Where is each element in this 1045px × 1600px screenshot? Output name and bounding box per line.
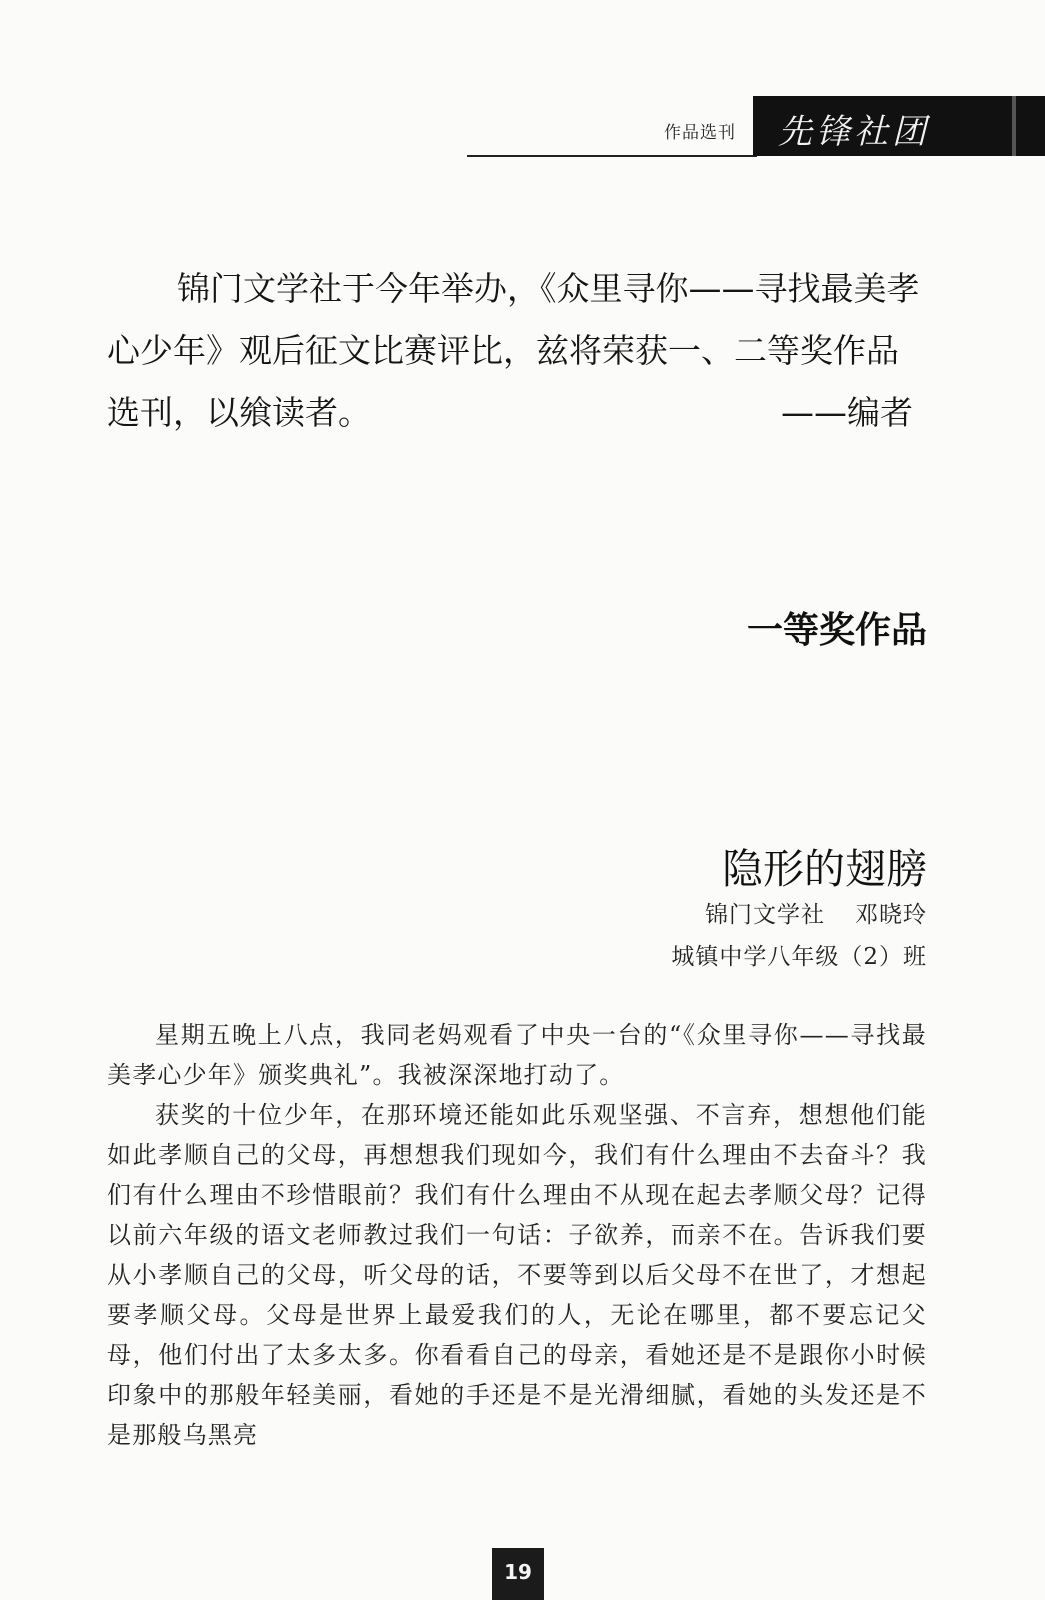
intro-signoff: ——编者 [781, 393, 913, 432]
byline-class: 城镇中学八年级（2）班 [671, 944, 927, 970]
banner-edge [1012, 96, 1016, 156]
editor-intro [107, 258, 927, 444]
byline-club-author [500, 896, 927, 929]
award-heading: 一等奖作品 [746, 610, 927, 651]
paragraph: 获奖的十位少年，在那环境还能如此乐观坚强、不言弃，想想他们能如此孝顺自己的父母，再想想我们现如今，我们有什么理由不去奋斗？我们有什么理由不珍惜眼前？我们有什么理由不从现在起去孝顺父母？记得以前六年级的语文老师教过我们一句话：子欲养，而亲不在。告诉我们要从小孝顺自己的父母，听父母的话，不要等到以后父母不在世了，才想起要孝顺父母。父母是世界上最爱我们的人，无论在哪里，都不要忘记父母，他们付出了太多太多。你看看自己的母亲，看她还是不是跟你小时候印象中的那般年轻美丽，看她的手还是不是光滑细腻，看她的头发还是不是那般乌黑亮 [107, 1101, 927, 1449]
header-rule [467, 155, 757, 157]
intro-text: 锦门文学社于今年举办，《众里寻你——寻找最美孝心少年》观后征文比赛评比，兹将荣获一、二等奖作品选刊，以飨读者。 [107, 269, 920, 432]
page-number: 19 [504, 1560, 532, 1584]
club-name: 锦门文学社 [705, 902, 825, 928]
article-body [107, 1015, 927, 1455]
author-name: 邓晓玲 [855, 902, 927, 928]
column-title: 先锋社团 [778, 112, 930, 152]
section-label: 作品选刊 [664, 123, 736, 143]
article-title: 隐形的翅膀 [722, 845, 927, 893]
paragraph: 星期五晚上八点，我同老妈观看了中央一台的“《众里寻你——寻找最美孝心少年》颁奖典礼”。我被深深地打动了。 [107, 1021, 927, 1089]
